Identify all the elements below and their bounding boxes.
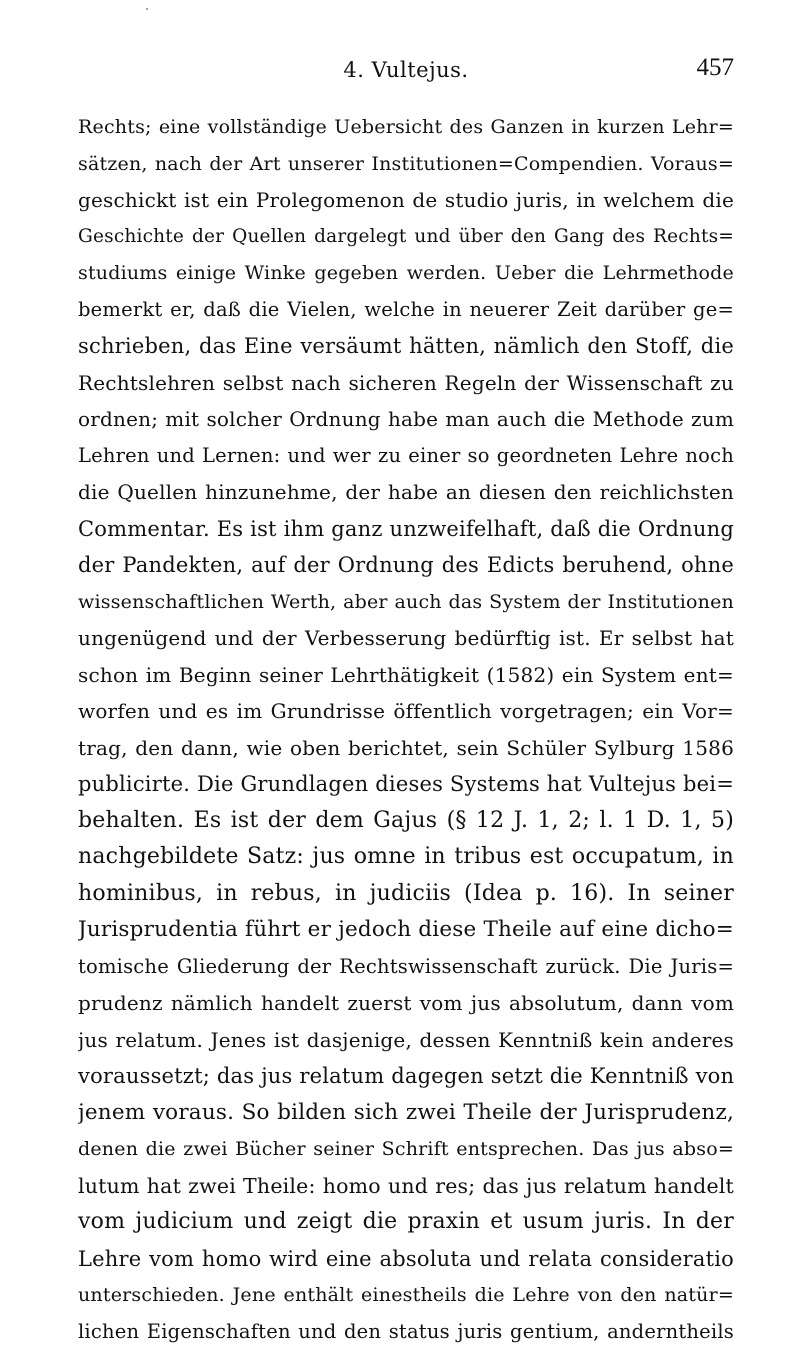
page-number: 457	[697, 54, 735, 82]
text-line: lutum hat zwei Theile: homo und res; das jus relatum handelt	[78, 1168, 734, 1205]
text-line: Geschichte der Quellen dargelegt und über den Gang des Rechts=	[78, 219, 734, 256]
text-line: Commentar. Es ist ihm ganz unzweifelhaft, daß die Ordnung	[78, 511, 734, 548]
text-line: studiums einige Winke gegeben werden. Ueber die Lehrmethode	[78, 255, 734, 292]
text-line: worfen und es im Grundrisse öffentlich vorgetragen; ein Vor=	[78, 693, 734, 730]
text-line: voraussetzt; das jus relatum dagegen setzt die Kenntniß von	[78, 1058, 734, 1095]
text-line: trag, den dann, wie oben berichtet, sein Schüler Sylburg 1586	[78, 730, 734, 767]
body-text	[78, 109, 734, 1350]
text-line: wissenschaftlichen Werth, aber auch das System der Institutionen	[78, 584, 734, 621]
text-line: ordnen; mit solcher Ordnung habe man auch die Methode zum	[78, 401, 734, 438]
text-line: nachgebildete Satz: jus omne in tribus est occupatum, in	[78, 839, 734, 876]
text-line: schrieben, das Eine versäumt hätten, nämlich den Stoff, die	[78, 328, 734, 365]
text-line: Lehre vom homo wird eine absoluta und relata consideratio	[78, 1241, 734, 1278]
running-head: 4. Vultejus.	[78, 58, 734, 82]
text-line: der Pandekten, auf der Ordnung des Edicts beruhend, ohne	[78, 547, 734, 584]
paper-speck	[146, 8, 148, 10]
text-line: jus relatum. Jenes ist dasjenige, dessen Kenntniß kein anderes	[78, 1022, 734, 1059]
text-line: behalten. Es ist der dem Gajus (§ 12 J. 1, 2; l. 1 D. 1, 5)	[78, 803, 734, 840]
text-line: die Quellen hinzunehme, der habe an diesen den reichlichsten	[78, 474, 734, 511]
text-line: Lehren und Lernen: und wer zu einer so geordneten Lehre noch	[78, 438, 734, 475]
text-line: prudenz nämlich handelt zuerst vom jus absolutum, dann vom	[78, 985, 734, 1022]
text-line: tomische Gliederung der Rechtswissenschaft zurück. Die Juris=	[78, 949, 734, 986]
text-line: unterschieden. Jene enthält einestheils die Lehre von den natür=	[78, 1277, 734, 1314]
text-line: Rechts; eine vollständige Uebersicht des Ganzen in kurzen Lehr=	[78, 109, 734, 146]
text-line: Rechtslehren selbst nach sicheren Regeln der Wissenschaft zu	[78, 365, 734, 402]
text-line: vom judicium und zeigt die praxin et usum juris. In der	[78, 1204, 734, 1241]
text-line: jenem voraus. So bilden sich zwei Theile der Jurisprudenz,	[78, 1095, 734, 1132]
text-line: hominibus, in rebus, in judiciis (Idea p. 16). In seiner	[78, 876, 734, 913]
text-line: schon im Beginn seiner Lehrthätigkeit (1582) ein System ent=	[78, 657, 734, 694]
text-line: lichen Eigenschaften und den status juris gentium, anderntheils	[78, 1314, 734, 1350]
text-line: geschickt ist ein Prolegomenon de studio juris, in welchem die	[78, 182, 734, 219]
text-line: publicirte. Die Grundlagen dieses Systems hat Vultejus bei=	[78, 766, 734, 803]
page-header	[78, 52, 734, 88]
text-line: ungenügend und der Verbesserung bedürftig ist. Er selbst hat	[78, 620, 734, 657]
text-line: Jurisprudentia führt er jedoch diese Theile auf eine dicho=	[78, 912, 734, 949]
text-line: sätzen, nach der Art unserer Institutionen=Compendien. Voraus=	[78, 146, 734, 183]
text-line: denen die zwei Bücher seiner Schrift entsprechen. Das jus abso=	[78, 1131, 734, 1168]
text-line: bemerkt er, daß die Vielen, welche in neuerer Zeit darüber ge=	[78, 292, 734, 329]
